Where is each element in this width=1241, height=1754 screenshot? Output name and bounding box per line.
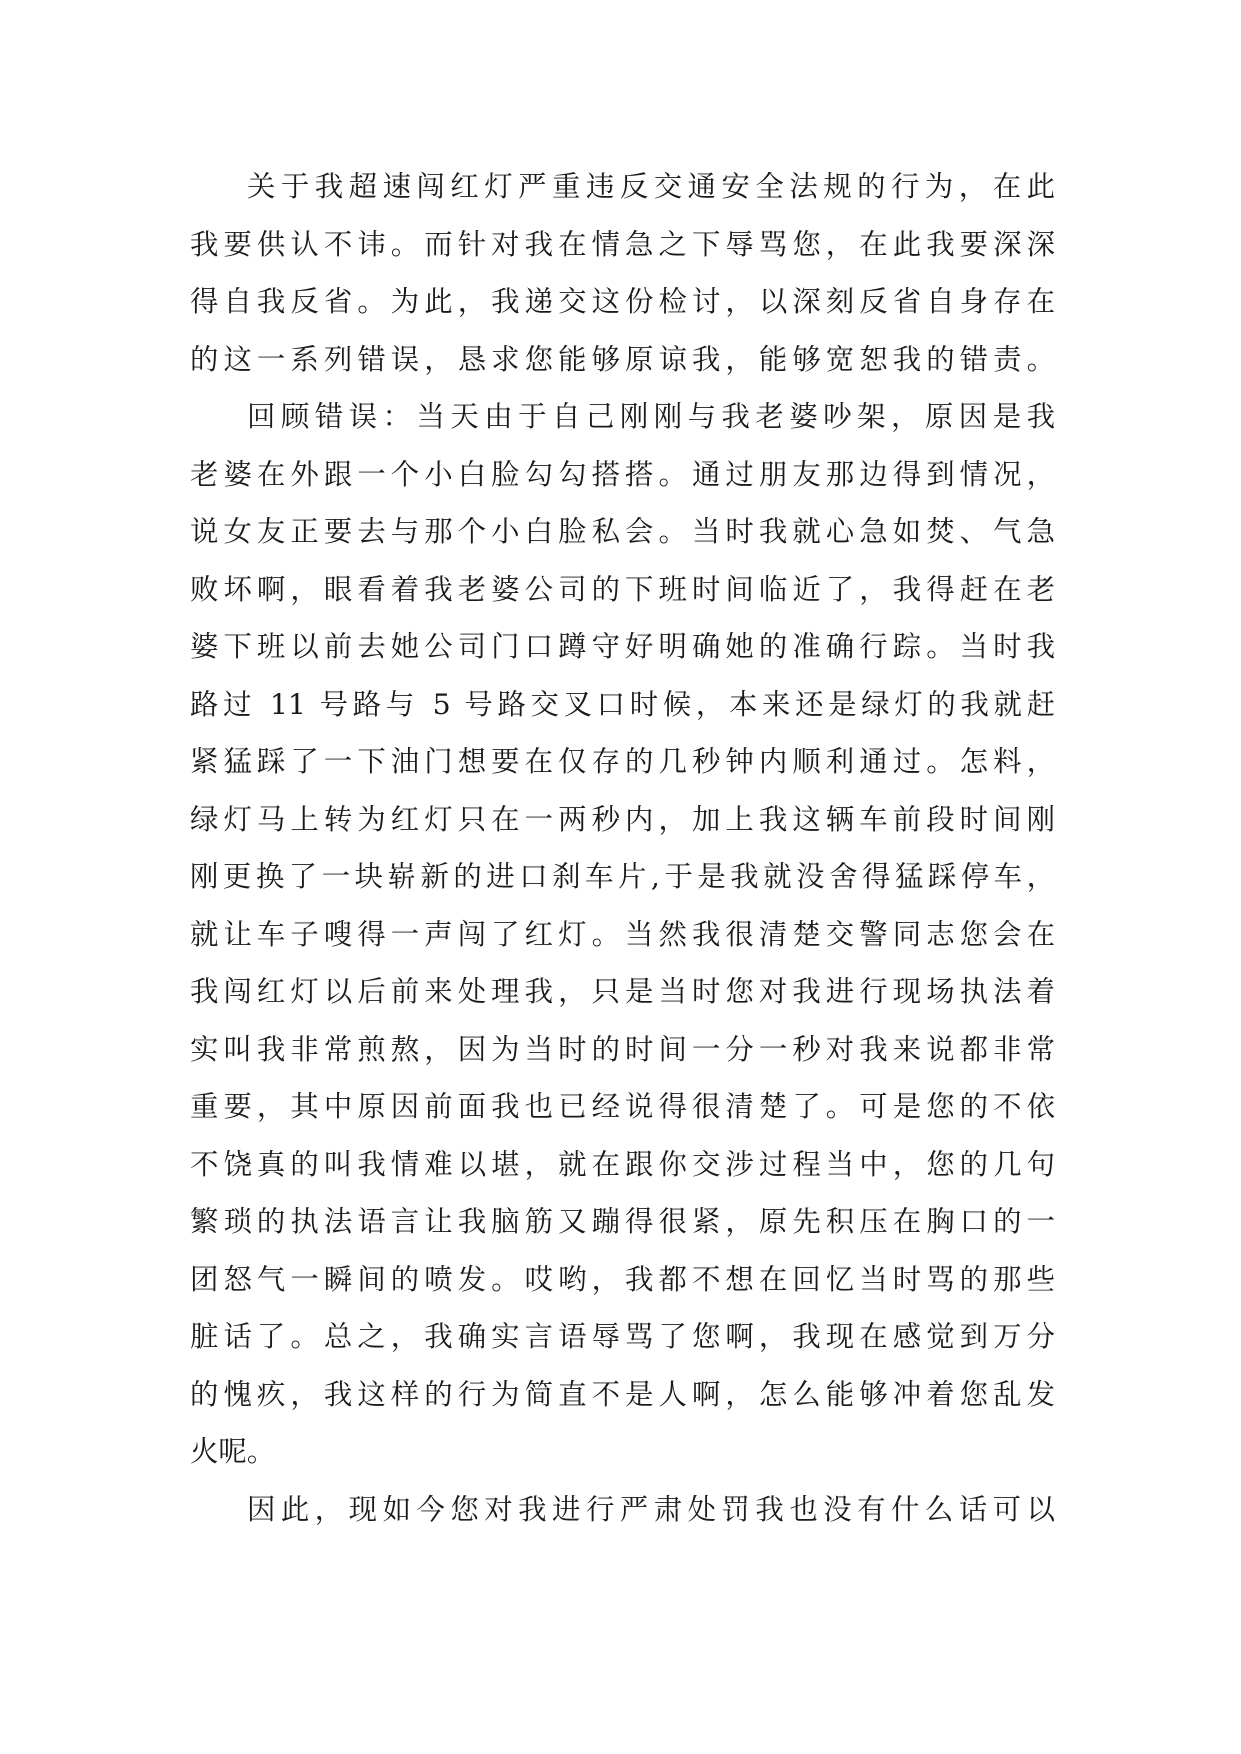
text-line: 刚更换了一块崭新的进口刹车片,于是我就没舍得猛踩停车，	[190, 860, 1055, 893]
text-line: 的愧疚，我这样的行为简直不是人啊，怎么能够冲着您乱发	[190, 1377, 1055, 1411]
text-line: 繁琐的执法语言让我脑筋又蹦得很紧，原先积压在胸口的一	[190, 1205, 1055, 1238]
text-line: 得自我反省。为此，我递交这份检讨，以深刻反省自身存在	[190, 285, 1055, 318]
text-line: 关于我超速闯红灯严重违反交通安全法规的行为，在此	[247, 170, 1055, 203]
text-line: 紧猛踩了一下油门想要在仅存的几秒钟内顺利通过。怎料，	[190, 745, 1055, 778]
text-line: 路过 11 号路与 5 号路交叉口时候，本来还是绿灯的我就赶	[190, 687, 1055, 721]
document-body	[190, 158, 1055, 1538]
text-line: 因此，现如今您对我进行严肃处罚我也没有什么话可以	[247, 1492, 1055, 1526]
text-line: 说女友正要去与那个小白脸私会。当时我就心急如焚、气急	[190, 515, 1055, 548]
text-line: 重要，其中原因前面我也已经说得很清楚了。可是您的不依	[190, 1090, 1055, 1123]
paragraph-confession	[190, 158, 1055, 388]
text-line: 婆下班以前去她公司门口蹲守好明确她的准确行踪。当时我	[190, 630, 1055, 663]
text-line: 我要供认不讳。而针对我在情急之下辱骂您，在此我要深深	[190, 227, 1055, 261]
text-line: 的这一系列错误，恳求您能够原谅我，能够宽恕我的错责。	[190, 342, 1055, 376]
text-line: 火呢。	[190, 1435, 276, 1468]
text-line: 实叫我非常煎熬，因为当时的时间一分一秒对我来说都非常	[190, 1032, 1055, 1066]
text-line: 脏话了。总之，我确实言语辱骂了您啊，我现在感觉到万分	[190, 1320, 1055, 1353]
paragraph-conclusion	[190, 1481, 1055, 1539]
text-line: 败坏啊，眼看着我老婆公司的下班时间临近了，我得赶在老	[190, 572, 1055, 606]
text-line: 不饶真的叫我情难以堪，就在跟你交涉过程当中，您的几句	[190, 1147, 1055, 1181]
text-line: 回顾错误：当天由于自己刚刚与我老婆吵架，原因是我	[247, 400, 1055, 433]
text-line: 团怒气一瞬间的喷发。哎哟，我都不想在回忆当时骂的那些	[190, 1262, 1055, 1296]
text-line: 绿灯马上转为红灯只在一两秒内，加上我这辆车前段时间刚	[190, 802, 1055, 836]
paragraph-review-mistakes	[190, 388, 1055, 1481]
text-line: 我闯红灯以后前来处理我，只是当时您对我进行现场执法着	[190, 975, 1055, 1008]
text-line: 老婆在外跟一个小白脸勾勾搭搭。通过朋友那边得到情况，	[190, 457, 1055, 491]
text-line: 就让车子嗖得一声闯了红灯。当然我很清楚交警同志您会在	[190, 917, 1055, 951]
